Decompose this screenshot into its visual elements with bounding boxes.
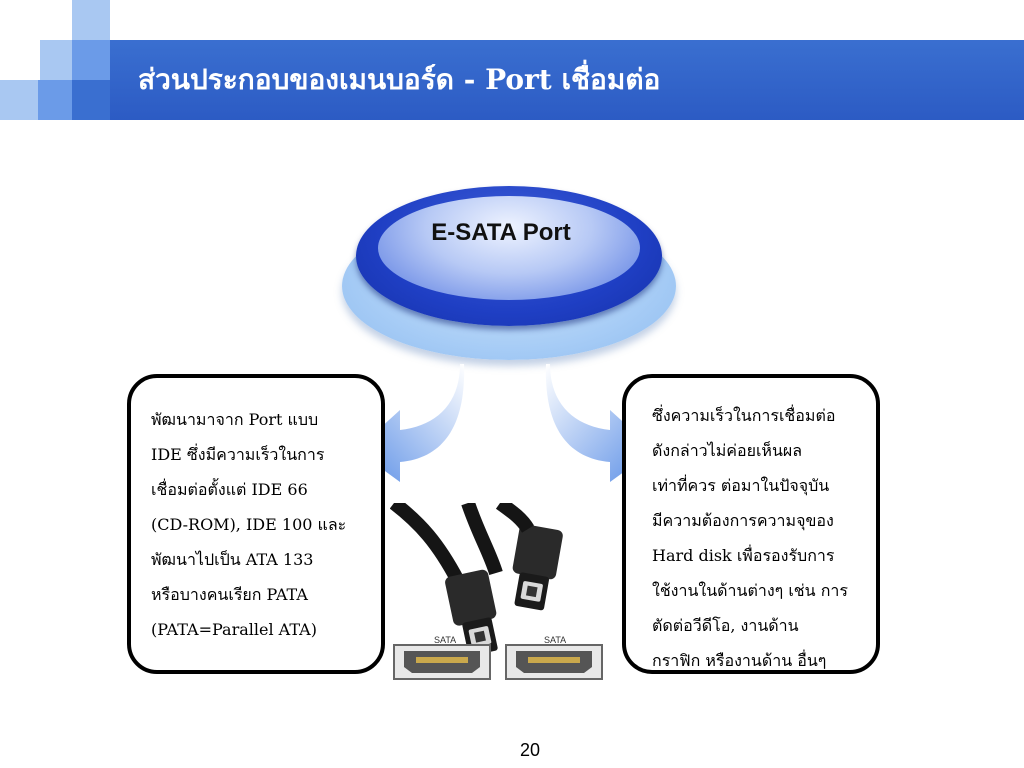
right-box-text: ซึ่งความเร็วในการเชื่อมต่อ ดังกล่าวไม่ค่อยเห็นผล เท่าที่ควร ต่อมาในปัจจุบัน มีความต้องการความจุของ Hard disk เพื่อรองรับการ ใช้งานในด้านต่างๆ เช่น การ ตัดต่อวีดีโอ, งานด้าน กราฟิก หรืองานด้าน อื่นๆ [652, 406, 848, 670]
decor-square [0, 80, 38, 120]
decor-square [72, 0, 110, 40]
cable-illustration [390, 503, 614, 681]
title-bar-extension [72, 80, 110, 120]
page-number: 20 [520, 740, 541, 760]
center-button-face [378, 196, 640, 300]
decor-square [72, 40, 110, 80]
right-text-box [622, 374, 880, 674]
center-label: E-SATA Port [431, 219, 571, 246]
right-sata-label: SATA [544, 635, 567, 645]
left-box-text: พัฒนามาจาก Port แบบ IDE ซึ่งมีความเร็วในการ เชื่อมต่อตั้งแต่ IDE 66 (CD-ROM), IDE 100 และ พัฒนาไปเป็น ATA 133 หรือบางคนเรียก PATA (PATA=Parallel ATA) [151, 410, 347, 639]
decor-square [38, 80, 72, 120]
decor-square [40, 40, 72, 80]
left-sata-label: SATA [434, 635, 457, 645]
esata-cable-image [390, 503, 614, 681]
left-text-box [127, 374, 385, 674]
slide-title: ส่วนประกอบของเมนบอร์ด - Port เชื่อมต่อ [138, 63, 661, 96]
